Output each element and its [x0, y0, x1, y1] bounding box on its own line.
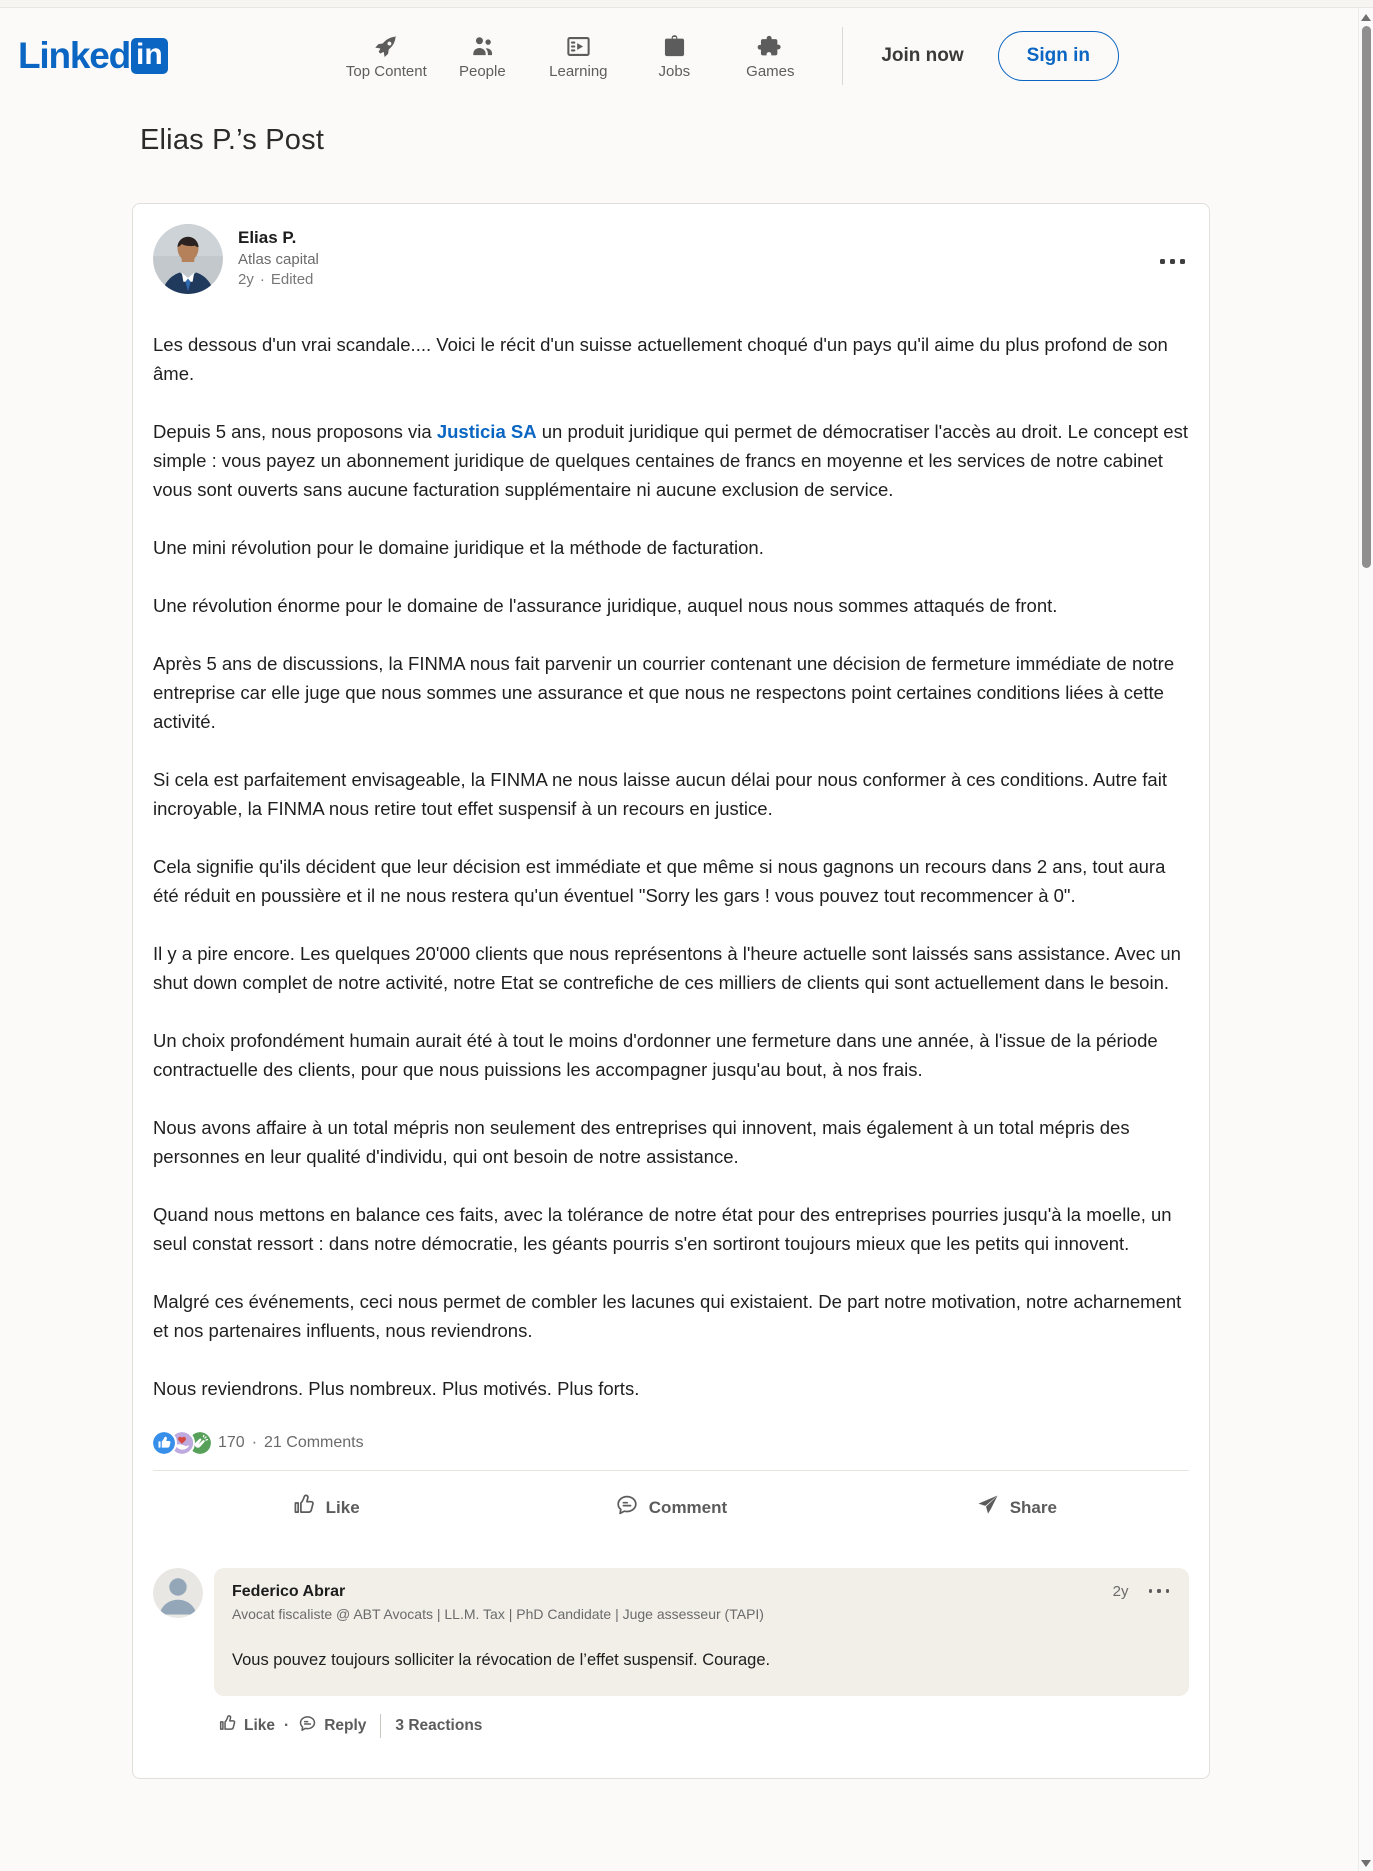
author-info — [238, 224, 319, 294]
learning-icon — [565, 33, 592, 60]
people-icon — [469, 33, 496, 60]
comment-reply-button[interactable] — [298, 1714, 366, 1738]
post-action-bar — [153, 1471, 1189, 1544]
scroll-up-arrow-icon[interactable] — [1361, 14, 1371, 21]
share-button[interactable] — [844, 1475, 1189, 1540]
nav-learning-label: Learning — [549, 62, 608, 80]
nav-people[interactable] — [434, 32, 530, 81]
nav-people-label: People — [458, 62, 506, 80]
post-meta — [238, 271, 319, 288]
scroll-down-arrow-icon[interactable] — [1361, 1860, 1371, 1867]
comment-main — [214, 1568, 1189, 1738]
comments-section — [153, 1544, 1189, 1772]
comment-like-label: Like — [244, 1717, 276, 1734]
post-edited-label: Edited — [270, 271, 314, 288]
comment-button[interactable] — [498, 1475, 843, 1540]
post-paragraph: Un choix profondément humain aurait été à tout le moins d'ordonner une fermeture dans une année, à l'issue de la période contractuelle des clients, pour que nous puissions les accompagner jusqu'au bout, à nos frais. — [153, 1030, 1158, 1080]
commenter-info — [232, 1583, 764, 1622]
post-body — [153, 330, 1189, 1403]
nav-games[interactable] — [722, 32, 818, 81]
nav-learning[interactable] — [530, 32, 626, 81]
comment-reactions-count[interactable] — [395, 1717, 482, 1735]
post-paragraph: Quand nous mettons en balance ces faits, avec la tolérance de notre état pour des entreprises pourries jusqu'à la moelle, un seul constat ressort : dans notre démocratie, les géants pourris s'en sortiront toujours mieux que les petits qui innovent. — [153, 1204, 1172, 1254]
post-paragraph — [153, 417, 1189, 504]
post-paragraph: Nous reviendrons. Plus nombreux. Plus motivés. Plus forts. — [153, 1378, 640, 1399]
comments-count[interactable]: 21 Comments — [264, 1434, 364, 1451]
scrollbar-thumb[interactable] — [1362, 26, 1371, 568]
like-button-label: Like — [325, 1497, 360, 1517]
comment-item — [153, 1568, 1189, 1738]
comment-header — [232, 1583, 1171, 1622]
like-thumb-icon — [292, 1493, 316, 1522]
meta-separator: · — [259, 271, 265, 288]
commenter-name[interactable]: Federico Abrar — [232, 1583, 346, 1600]
nav-jobs[interactable] — [626, 32, 722, 81]
top-navigation — [338, 27, 1373, 85]
site-header — [0, 8, 1373, 104]
author-subtitle: Atlas capital — [238, 251, 319, 268]
linkedin-logo-text: Linked — [18, 35, 131, 76]
like-thumb-icon — [218, 1714, 237, 1738]
puzzle-icon — [757, 33, 784, 60]
comment-reply-label: Reply — [324, 1717, 367, 1734]
linkedin-logo-badge: in — [131, 38, 168, 74]
main-content — [132, 124, 1210, 1779]
commenter-headline: Avocat fiscaliste @ ABT Avocats | LL.M. Tax | PhD Candidate | Juge assesseur (TAPI) — [232, 1606, 764, 1622]
comment-text: Vous pouvez toujours solliciter la révocation de l’effet suspensif. Courage. — [232, 1651, 771, 1669]
comment-time: 2y — [1112, 1583, 1129, 1600]
post-card — [132, 203, 1210, 1779]
post-time: 2y — [238, 271, 254, 288]
commenter-avatar[interactable] — [153, 1568, 203, 1618]
author-avatar[interactable] — [153, 224, 223, 294]
like-button[interactable] — [153, 1475, 498, 1540]
post-header — [153, 224, 1189, 294]
like-reaction-icon — [153, 1432, 175, 1454]
post-text: Depuis 5 ans, nous proposons via — [153, 421, 437, 442]
comment-bubble-icon — [615, 1493, 639, 1522]
reply-bubble-icon — [298, 1714, 317, 1738]
nav-jobs-label: Jobs — [658, 62, 691, 80]
nav-top-content-label: Top Content — [345, 62, 427, 80]
rocket-icon — [373, 33, 400, 60]
social-counts[interactable] — [153, 1432, 1189, 1470]
actions-separator: · — [284, 1717, 290, 1734]
nav-games-label: Games — [746, 62, 795, 80]
post-paragraph: Il y a pire encore. Les quelques 20'000 clients que nous représentons à l'heure actuelle sont laissés sans assistance. Avec un shut down complet de notre activité, notre Etat se contrefiche de ces milliers de clients qui sont actuellement dans le besoin. — [153, 943, 1181, 993]
header-divider — [842, 27, 843, 85]
join-now-link[interactable]: Join now — [875, 44, 969, 68]
overflow-menu-icon — [1160, 259, 1185, 264]
share-button-label: Share — [1009, 1497, 1057, 1517]
reaction-stack — [153, 1432, 211, 1454]
briefcase-icon — [661, 33, 688, 60]
comment-like-button[interactable] — [218, 1714, 275, 1738]
post-paragraph: Nous avons affaire à un total mépris non seulement des entreprises qui innovent, mais également à un total mépris des personnes en leur qualité d'individu, qui ont besoin de notre assistance. — [153, 1117, 1130, 1167]
scrollbar[interactable] — [1358, 8, 1373, 1871]
comment-meta — [1101, 1583, 1171, 1622]
reactions-count[interactable]: 170 — [218, 1434, 245, 1451]
nav-top-content[interactable] — [338, 32, 434, 81]
comment-reactions-label: 3 Reactions — [395, 1717, 483, 1734]
post-text: un produit juridique qui permet de démocratiser l'accès au droit. Le concept est simple : vous payez un abonnement juridique de quelques centaines de francs en moyenne et les services de notre cabinet vous sont ouverts sans aucune facturation supplémentaire ni aucune exclusion de service. — [153, 421, 1188, 500]
page-top-strip — [0, 0, 1373, 8]
comment-bubble — [214, 1568, 1189, 1696]
justicia-sa-link[interactable]: Justicia SA — [436, 421, 537, 442]
share-send-icon — [976, 1493, 1000, 1522]
comment-button-label: Comment — [648, 1497, 728, 1517]
post-paragraph: Cela signifie qu'ils décident que leur décision est immédiate et que même si nous gagnons un recours dans 2 ans, tout aura été réduit en poussière et il ne nous restera qu'un éventuel "Sorry les gars ! vous pouvez tout recommencer à 0". — [153, 856, 1166, 906]
divider — [380, 1714, 381, 1738]
sign-in-button[interactable]: Sign in — [998, 31, 1119, 81]
page-title: Elias P.’s Post — [140, 124, 325, 156]
linkedin-logo[interactable] — [18, 35, 168, 77]
post-paragraph: Une mini révolution pour le domaine juridique et la méthode de facturation. — [153, 537, 764, 558]
post-paragraph: Si cela est parfaitement envisageable, la FINMA ne nous laisse aucun délai pour nous conformer à ces conditions. Autre fait incroyable, la FINMA nous retire tout effet suspensif à un recours en justice. — [153, 769, 1167, 819]
overflow-menu-icon — [1149, 1589, 1170, 1593]
post-paragraph: Malgré ces événements, ceci nous permet de combler les lacunes qui existaient. De part notre motivation, notre acharnement et nos partenaires influents, nous reviendrons. — [153, 1291, 1182, 1341]
post-paragraph: Une révolution énorme pour le domaine de l'assurance juridique, auquel nous nous sommes attaqués de front. — [153, 595, 1058, 616]
post-paragraph: Les dessous d'un vrai scandale.... Voici le récit d'un suisse actuellement choqué d'un pays qu'il aime du plus profond de son âme. — [153, 334, 1168, 384]
author-name[interactable]: Elias P. — [238, 228, 297, 247]
comment-overflow-menu-button[interactable] — [1147, 1583, 1172, 1599]
comment-actions — [214, 1714, 1189, 1738]
post-overflow-menu-button[interactable] — [1156, 252, 1189, 270]
counts-separator: · — [251, 1434, 258, 1451]
post-paragraph: Après 5 ans de discussions, la FINMA nous fait parvenir un courrier contenant une décision de fermeture immédiate de notre entreprise car elle juge que nous sommes une assurance et que nous ne respectons point certaines conditions liées à cette activité. — [153, 653, 1175, 732]
